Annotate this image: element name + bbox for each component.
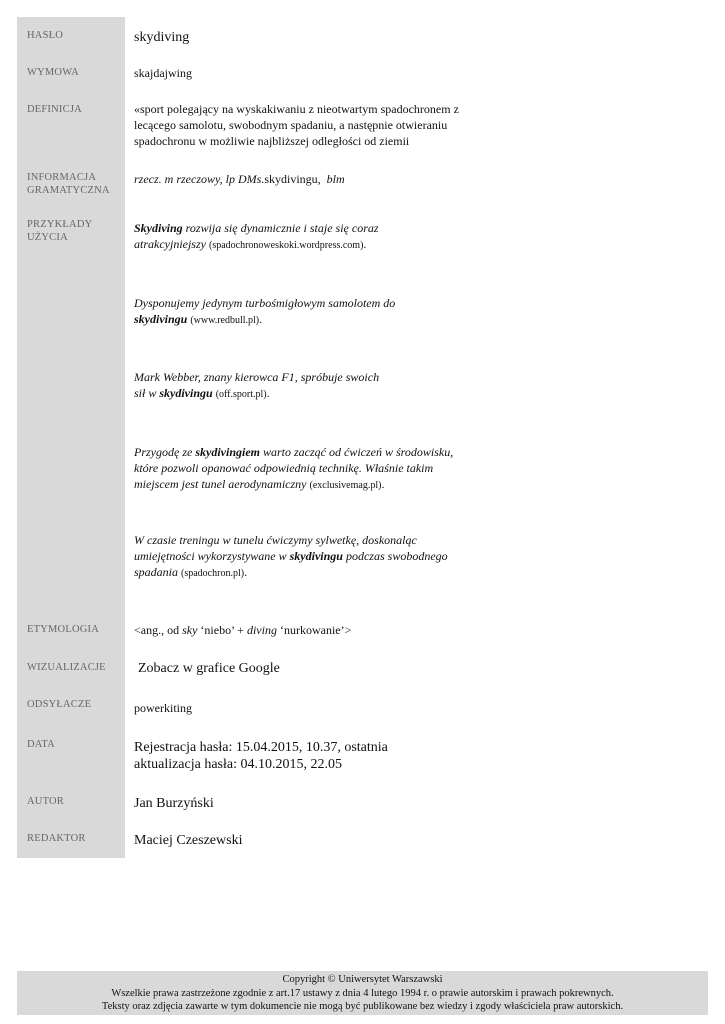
label-wizualizacje: WIZUALIZACJE xyxy=(27,662,106,673)
dates-line1: Rejestracja hasła: 15.04.2015, 10.37, ostatnia xyxy=(134,740,388,755)
example-line xyxy=(134,220,379,236)
example-text: miejscem jest tunel aerodynamiczny xyxy=(134,477,307,491)
footer-line2: Wszelkie prawa zastrzeżone zgodnie z art.17 ustawy z dnia 4 lutego 1994 r. o prawie autorskim i prawach pokrewnych. xyxy=(111,987,614,999)
example-source: (spadochronoweskoki.wordpress.com) xyxy=(208,240,364,251)
example-text: Mark Webber, znany kierowca F1, spróbuje swoich xyxy=(134,370,380,384)
example-headword: Skydiving xyxy=(134,221,183,235)
label-informacja-line2: GRAMATYCZNA xyxy=(27,185,110,196)
label-przyklady-line1: PRZYKŁADY xyxy=(27,219,93,230)
label-column xyxy=(17,17,125,858)
example-period: . xyxy=(259,312,263,326)
etymology-sky-gloss: ‘niebo’ + xyxy=(197,623,247,637)
google-images-link[interactable]: Zobacz w grafice Google xyxy=(138,661,280,676)
etymology-diving: diving xyxy=(246,623,277,637)
grammar-form: skydivingu, xyxy=(264,172,321,186)
footer-line3: Teksty oraz zdjęcia zawarte w tym dokumencie nie mogą być publikowane bez wiedzy i zgody właściciela praw autorskich. xyxy=(101,1001,624,1012)
label-etymologia: ETYMOLOGIA xyxy=(27,624,99,635)
example-line xyxy=(134,476,453,494)
example-line xyxy=(134,311,395,329)
usage-example xyxy=(134,444,453,494)
example-text: sił w xyxy=(134,386,160,400)
etymology-sky: sky xyxy=(182,623,198,637)
example-text: spadania xyxy=(134,565,179,579)
label-data: DATA xyxy=(27,739,55,750)
example-headword: skydivingu xyxy=(159,386,213,400)
label-haslo: HASŁO xyxy=(27,30,64,41)
example-source: (off.sport.pl) xyxy=(215,389,267,400)
example-line xyxy=(134,295,395,311)
example-period: . xyxy=(381,477,385,491)
example-source: (spadochron.pl) xyxy=(181,568,245,579)
example-text: rozwija się dynamicznie i staje się coraz xyxy=(182,221,379,235)
example-text: umiejętności wykorzystywane w xyxy=(134,549,290,563)
definition xyxy=(134,101,459,149)
usage-example xyxy=(134,295,395,329)
label-odsylacze: ODSYŁACZE xyxy=(27,699,92,710)
usage-example xyxy=(134,369,379,403)
example-text: Dysponujemy jedynym turbośmigłowym samolotem do xyxy=(134,296,396,310)
label-autor: AUTOR xyxy=(27,796,64,807)
label-definicja: DEFINICJA xyxy=(27,104,82,115)
example-period: . xyxy=(363,237,367,251)
copyright-footer xyxy=(17,971,708,1015)
example-text: warto zacząć od ćwiczeń w środowisku, xyxy=(260,445,454,459)
example-line xyxy=(134,532,448,548)
example-text: które pozwoli opanować odpowiednią technikę. Właśnie takim xyxy=(134,461,434,475)
label-przyklady-line2: UŻYCIA xyxy=(27,232,68,243)
label-informacja-gramatyczna xyxy=(27,171,110,197)
dates-line2: aktualizacja hasła: 04.10.2015, 22.05 xyxy=(134,757,342,772)
headword: skydiving xyxy=(134,30,190,45)
example-line xyxy=(134,385,379,403)
author-name: Jan Burzyński xyxy=(134,796,214,811)
example-line xyxy=(134,369,379,385)
grammar-blm: blm xyxy=(326,172,345,186)
grammar-category: rzecz. m rzeczowy, lp DMs. xyxy=(134,172,265,186)
label-wymowa: WYMOWA xyxy=(27,67,79,78)
etymology xyxy=(134,622,351,638)
example-line xyxy=(134,460,453,476)
registration-dates xyxy=(134,739,388,773)
etymology-open: <ang., od xyxy=(134,623,183,637)
example-text: podczas swobodnego xyxy=(342,549,448,563)
example-text: atrakcyjniejszy xyxy=(134,237,206,251)
etymology-diving-gloss: ‘nurkowanie’> xyxy=(276,623,352,637)
usage-example xyxy=(134,220,379,254)
pronunciation: skajdajwing xyxy=(134,66,192,80)
label-przyklady-uzycia xyxy=(27,218,92,244)
example-headword: skydivingu xyxy=(134,312,188,326)
example-line xyxy=(134,548,448,564)
example-source: (www.redbull.pl) xyxy=(190,315,260,326)
example-text: W czasie treningu w tunelu ćwiczymy sylwetkę, doskonaląc xyxy=(134,533,417,547)
example-source: (exclusivemag.pl) xyxy=(309,480,382,491)
label-informacja-line1: INFORMACJA xyxy=(27,172,97,183)
example-line xyxy=(134,444,453,460)
definition-line: «sport polegający na wyskakiwaniu z nieotwartym spadochronem z xyxy=(134,102,459,116)
example-period: . xyxy=(266,386,270,400)
example-line xyxy=(134,564,448,582)
definition-line: lecącego samolotu, swobodnym spadaniu, a następnie otwieraniu xyxy=(134,118,448,132)
definition-line: spadochronu w możliwie najbliższej odległości od ziemii xyxy=(134,134,410,148)
label-redaktor: REDAKTOR xyxy=(27,833,86,844)
cross-reference-link[interactable]: powerkiting xyxy=(134,701,192,715)
example-period: . xyxy=(244,565,248,579)
example-headword: skydivingiem xyxy=(195,445,260,459)
usage-example xyxy=(134,532,448,582)
editor-name: Maciej Czeszewski xyxy=(134,833,243,848)
footer-line1: Copyright © Uniwersytet Warszawski xyxy=(282,974,443,985)
example-line xyxy=(134,236,379,254)
grammar-info xyxy=(134,171,345,187)
example-text: Przygodę ze xyxy=(134,445,196,459)
example-headword: skydivingu xyxy=(289,549,343,563)
